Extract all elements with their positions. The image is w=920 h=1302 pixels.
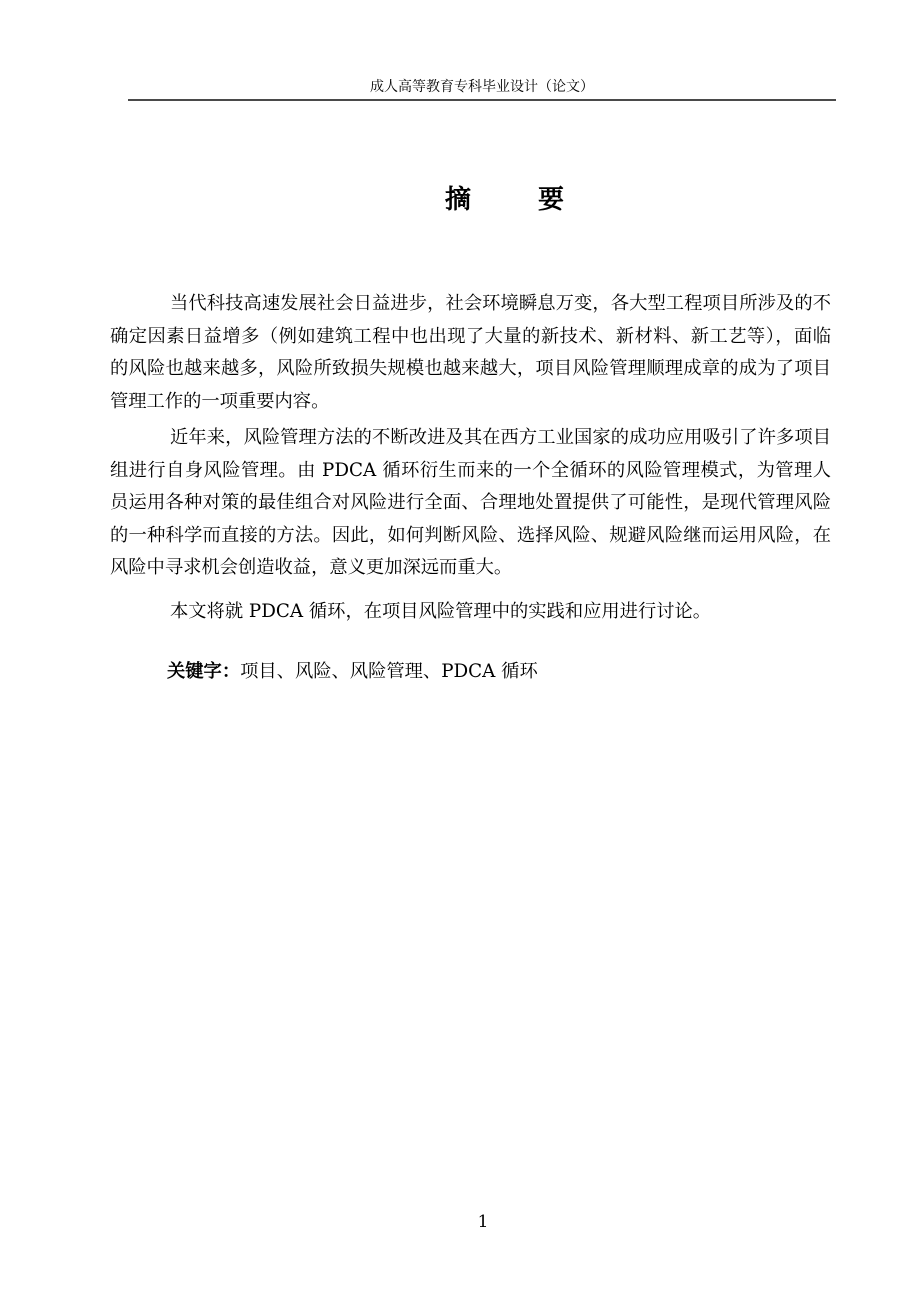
keywords-line — [110, 656, 831, 689]
abstract-paragraph-1: 当代科技高速发展社会日益进步，社会环境瞬息万变，各大型工程项目所涉及的不确定因素日益增多（例如建筑工程中也出现了大量的新技术、新材料、新工艺等），面临的风险也越来越多，风险所致损失规模也越来越大，项目风险管理顺理成章的成为了项目管理工作的一项重要内容。 — [110, 293, 831, 412]
abstract-paragraph-3: 本文将就 PDCA 循环，在项目风险管理中的实践和应用进行讨论。 — [170, 601, 712, 623]
abstract-paragraph-2: 近年来，风险管理方法的不断改进及其在西方工业国家的成功应用吸引了许多项目组进行自身风险管理。由 PDCA 循环衍生而来的一个全循环的风险管理模式，为管理人员运用各种对策的最佳组合对风险进行全面、合理地处置提供了可能性，是现代管理风险的一种科学而直接的方法。因此，如何判断风险、选择风险、规避风险继而运用风险，在风险中寻求机会创造收益，意义更加深远而重大。 — [110, 427, 831, 579]
keywords-label: 关键字： — [167, 661, 241, 682]
page-header — [128, 78, 836, 101]
page-header-title: 成人高等教育专科毕业设计（论文） — [370, 79, 594, 95]
page-number: 1 — [477, 1212, 489, 1232]
keywords-text: 项目、风险、风险管理、PDCA 循环 — [240, 661, 538, 682]
abstract-title: 摘 要 — [445, 185, 570, 215]
